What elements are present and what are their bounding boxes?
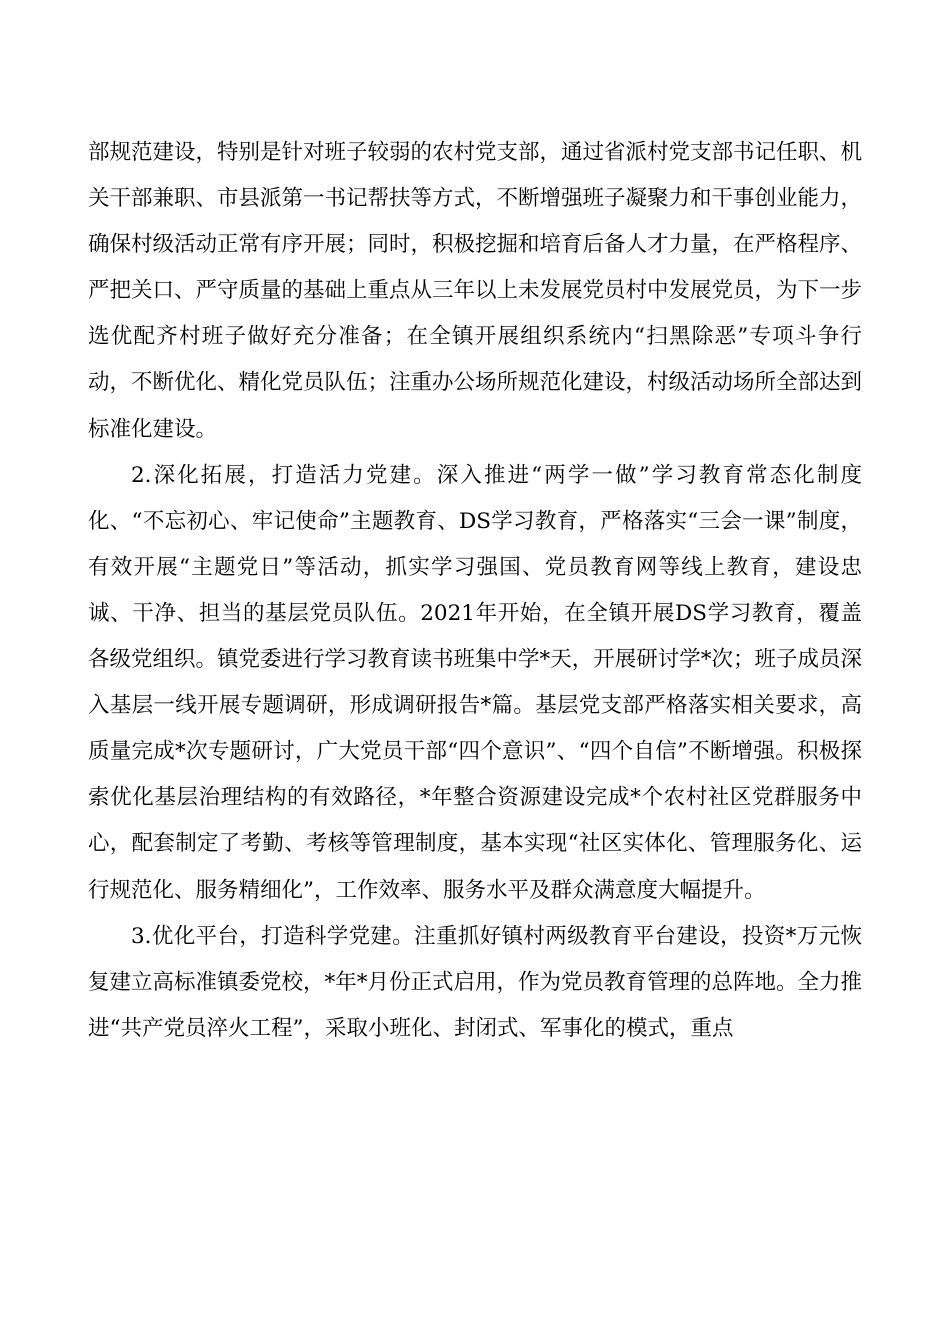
paragraph-2-vitality-party-building: 2.深化拓展，打造活力党建。深入推进“两学一做”学习教育常态化制度化、“不忘初心、牢记使命”主题教育、DS学习教育，严格落实“三会一课”制度，有效开展“主题党日”等活动，抓实学习强国、党员教育网等线上教育，建设忠诚、干净、担当的基层党员队伍。2021年开始，在全镇开展DS学习教育，覆盖各级党组织。镇党委进行学习教育读书班集中学*天，开展研讨学*次；班子成员深入基层一线开展专题调研，形成调研报告*篇。基层党支部严格落实相关要求，高质量完成*次专题研讨，广大党员干部“四个意识”、“四个自信”不断增强。积极探索优化基层治理结构的有效路径，*年整合资源建设完成*个农村社区党群服务中心，配套制定了考勤、考核等管理制度，基本实现“社区实体化、管理服务化、运行规范化、服务精细化”，工作效率、服务水平及群众满意度大幅提升。 [88, 462, 863, 903]
paragraph-3-scientific-party-building: 3.优化平台，打造科学党建。注重抓好镇村两级教育平台建设，投资*万元恢复建立高标准镇委党校，*年*月份正式启用，作为党员教育管理的总阵地。全力推进“共产党员淬火工程”，采取小班化、封闭式、军事化的模式，重点 [88, 923, 863, 1041]
document-page [88, 130, 862, 1052]
paragraph-continued: 部规范建设，特别是针对班子较弱的农村党支部，通过省派村党支部书记任职、机关干部兼职、市县派第一书记帮扶等方式，不断增强班子凝聚力和干事创业能力，确保村级活动正常有序开展；同时，积极挖掘和培育后备人才力量，在严格程序、严把关口、严守质量的基础上重点从三年以上未发展党员村中发展党员，为下一步选优配齐村班子做好充分准备；在全镇开展组织系统内“扫黑除恶”专项斗争行动，不断优化、精化党员队伍；注重办公场所规范化建设，村级活动场所全部达到标准化建设。 [88, 140, 863, 442]
